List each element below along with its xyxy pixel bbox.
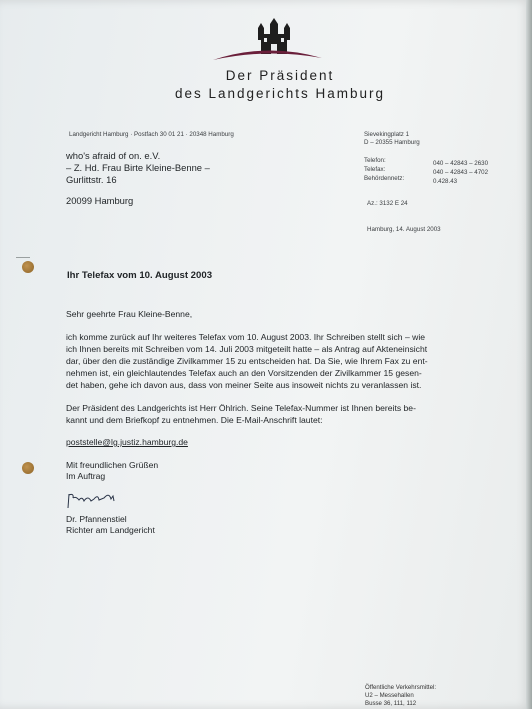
paragraph-line: ich komme zurück auf Ihr weiteres Telefax vom 10. August 2003. Ihr Schreiben stellt sich – wie bbox=[66, 332, 426, 342]
paragraph-line: nehmen ist, ein gleichlautendes Telefax auch an den Vorsitzenden der Zivilkammer 15 gesen- bbox=[66, 368, 422, 378]
punch-hole-bottom bbox=[22, 462, 34, 474]
page-edge-shadow bbox=[526, 0, 532, 709]
info-city: D – 20355 Hamburg bbox=[364, 139, 420, 146]
paragraph-line: ich Ihnen bereits mit Schreiben vom 14. Juli 2003 mitgeteilt hatte – als Antrag auf Akteneinsicht bbox=[66, 344, 428, 354]
info-tel-label: Telefon: bbox=[364, 157, 386, 164]
paragraph-line: kannt und dem Briefkopf zu entnehmen. Die E-Mail-Anschrift lautet: bbox=[66, 415, 323, 425]
info-net-label: Behördennetz: bbox=[364, 175, 405, 182]
recipient-attention: – Z. Hd. Frau Birte Kleine-Benne – bbox=[66, 162, 210, 173]
paragraph-line: det haben, gehe ich davon aus, dass von meiner Seite aus insoweit nichts zu veranlassen ist. bbox=[66, 380, 422, 390]
signatory-title: Richter am Landgericht bbox=[66, 525, 155, 535]
signatory-name: Dr. Pfannenstiel bbox=[66, 514, 127, 524]
punch-hole-top bbox=[22, 261, 34, 273]
info-tel-value: 040 – 42843 – 2630 bbox=[433, 160, 489, 167]
recipient-city: 20099 Hamburg bbox=[66, 195, 134, 206]
recipient-name: who's afraid of on. e.V. bbox=[66, 150, 161, 161]
email-link[interactable] bbox=[66, 437, 188, 448]
email-address: poststelle@lg.justiz.hamburg.de bbox=[66, 437, 188, 447]
recipient-street: Gurlittstr. 16 bbox=[66, 174, 117, 185]
footer-transport-label: Öffentliche Verkehrsmittel: bbox=[365, 684, 437, 691]
sender-return-line: Landgericht Hamburg · Postfach 30 01 21 · 20348 Hamburg bbox=[69, 131, 234, 138]
info-fax-label: Telefax: bbox=[364, 166, 386, 173]
info-fax-value: 040 – 42843 – 4702 bbox=[433, 169, 489, 176]
letter-date: Hamburg, 14. August 2003 bbox=[367, 226, 441, 233]
letterhead-subtitle: des Landgerichts Hamburg bbox=[174, 86, 386, 101]
info-net-value: 0.428.43 bbox=[433, 178, 458, 185]
letterhead-title: Der Präsident bbox=[225, 68, 335, 83]
closing-mandate: Im Auftrag bbox=[66, 471, 106, 481]
paragraph-line: dar, über den die zuständige Zivilkammer 15 zu entscheiden hat. Da Sie, wie Ihrem Fax zu ent- bbox=[66, 356, 428, 366]
handwritten-signature bbox=[64, 490, 124, 512]
subject-line: Ihr Telefax vom 10. August 2003 bbox=[67, 270, 213, 281]
info-street: Sievekingplatz 1 bbox=[364, 131, 410, 138]
footer-bus: Busse 36, 111, 112 bbox=[365, 700, 417, 707]
reference-number: Az.: 3132 E 24 bbox=[367, 200, 408, 207]
hamburg-crest-logo bbox=[210, 18, 325, 66]
fold-mark bbox=[16, 257, 30, 258]
salutation: Sehr geehrte Frau Kleine-Benne, bbox=[66, 309, 193, 319]
closing-greeting: Mit freundlichen Grüßen bbox=[66, 460, 159, 470]
paragraph-line: Der Präsident des Landgerichts ist Herr Öhlrich. Seine Telefax-Nummer ist Ihnen bereits be- bbox=[66, 403, 416, 413]
footer-subway: U2 – Messehallen bbox=[365, 692, 414, 699]
